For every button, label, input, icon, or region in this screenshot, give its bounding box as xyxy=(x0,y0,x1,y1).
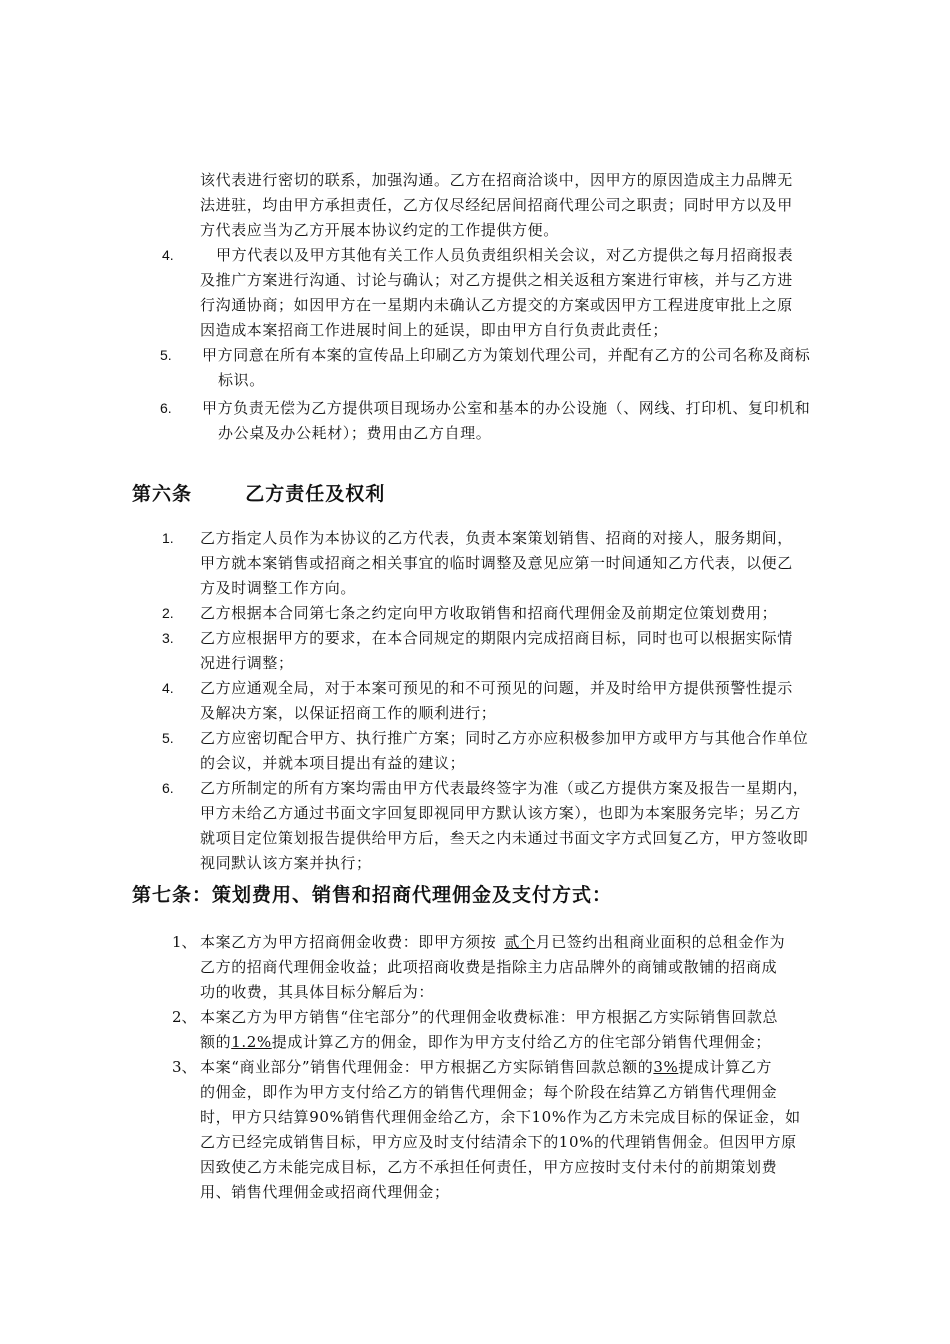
text-line xyxy=(200,1030,778,1055)
text-line: 及推广方案进行沟通、讨论与确认；对乙方提供之相关返租方案进行审核，并与乙方进 xyxy=(200,271,793,289)
list-item-number: 5. xyxy=(160,347,172,363)
text-line: 行沟通协商；如因甲方在一星期内未确认乙方提交的方案或因甲方工程进度审批上之原 xyxy=(200,296,793,314)
text-run: 提成计算乙方 xyxy=(678,1058,772,1076)
text-line: 标识。 xyxy=(218,371,265,389)
text-line: 乙方根据本合同第七条之约定向甲方收取销售和招商代理佣金及前期定位策划费用； xyxy=(200,604,778,622)
list-item xyxy=(200,526,793,601)
list-item xyxy=(200,601,777,626)
underlined-value: 1.2% xyxy=(231,1033,272,1051)
list-item-number: 2、 xyxy=(172,1008,197,1026)
list-item-number: 2. xyxy=(162,605,174,621)
text-line: 况进行调整； xyxy=(200,654,294,672)
list-item-number: 6. xyxy=(160,400,172,416)
text-line: 方代表应当为乙方开展本协议约定的工作提供方便。 xyxy=(200,221,559,239)
list-item xyxy=(200,1055,801,1205)
text-line: 乙方的招商代理佣金收益；此项招商收费是指除主力店品牌外的商铺或散铺的招商成 xyxy=(200,958,778,976)
list-item xyxy=(200,626,793,676)
list-item-number: 6. xyxy=(162,780,174,796)
underlined-value: 3% xyxy=(653,1058,679,1076)
text-run: 额的 xyxy=(200,1033,232,1051)
text-line: 用、销售代理佣金或招商代理佣金； xyxy=(200,1183,450,1201)
text-line: 因致使乙方未能完成目标，乙方不承担任何责任，甲方应按时支付未付的前期策划费 xyxy=(200,1158,778,1176)
text-line: 法进驻，均由甲方承担责任，乙方仅尽经纪居间招商代理公司之职责；同时甲方以及甲 xyxy=(200,196,793,214)
text-run: 本案乙方为甲方招商佣金收费：即甲方须按 xyxy=(200,933,497,951)
text-line: 甲方未给乙方通过书面文字回复即视同甲方默认该方案），也即为本案服务完毕；另乙方 xyxy=(200,804,801,822)
list-item-number: 4. xyxy=(162,247,174,263)
list-item xyxy=(202,343,810,393)
underlined-value: 贰个 xyxy=(504,933,536,951)
text-line xyxy=(200,930,785,955)
text-line: 乙方所制定的所有方案均需由甲方代表最终签字为准（或乙方提供方案及报告一星期内， xyxy=(200,779,809,797)
section-label: 第六条 xyxy=(132,483,193,505)
text-line: 时，甲方只结算90%销售代理佣金给乙方，余下10%作为乙方未完成目标的保证金，如 xyxy=(200,1108,801,1126)
list-item xyxy=(200,726,808,776)
text-line: 乙方应通观全局，对于本案可预见的和不可预见的问题，并及时给甲方提供预警性提示 xyxy=(200,679,793,697)
list-item xyxy=(200,776,808,876)
text-line: 甲方代表以及甲方其他有关工作人员负责组织相关会议，对乙方提供之每月招商报表 xyxy=(216,246,794,264)
list-item xyxy=(200,243,793,343)
text-line: 本案乙方为甲方销售“住宅部分”的代理佣金收费标准：甲方根据乙方实际销售回款总 xyxy=(200,1008,779,1026)
list-item xyxy=(200,930,785,1005)
text-line: 乙方已经完成销售目标，甲方应及时支付结清余下的10%的代理销售佣金。但因甲方原 xyxy=(200,1133,797,1151)
text-line: 甲方就本案销售或招商之相关事宜的临时调整及意见应第一时间通知乙方代表，以便乙 xyxy=(200,554,793,572)
text-run: 提成计算乙方的佣金，即作为甲方支付给乙方的住宅部分销售代理佣金； xyxy=(271,1033,771,1051)
text-line: 乙方应密切配合甲方、执行推广方案；同时乙方亦应积极参加甲方或甲方与其他合作单位 xyxy=(200,729,809,747)
text-run: 本案“商业部分”销售代理佣金：甲方根据乙方实际销售回款总额的 xyxy=(200,1058,654,1076)
section-heading: 第七条：策划费用、销售和招商代理佣金及支付方式： xyxy=(132,884,613,906)
text-line: 就项目定位策划报告提供给甲方后，叁天之内未通过书面文字方式回复乙方，甲方签收即 xyxy=(200,829,809,847)
text-line xyxy=(200,1055,801,1080)
text-line: 的佣金，即作为甲方支付给乙方的销售代理佣金；每个阶段在结算乙方销售代理佣金 xyxy=(200,1083,778,1101)
text-line: 及解决方案，以保证招商工作的顺利进行； xyxy=(200,704,497,722)
list-item-number: 5. xyxy=(162,730,174,746)
list-item-number: 4. xyxy=(162,680,174,696)
text-line: 乙方应根据甲方的要求，在本合同规定的期限内完成招商目标，同时也可以根据实际情 xyxy=(200,629,793,647)
section-title: 乙方责任及权利 xyxy=(245,483,386,505)
list-item-number: 1、 xyxy=(172,933,197,951)
text-line: 的会议，并就本项目提出有益的建议； xyxy=(200,754,466,772)
text-line: 乙方指定人员作为本协议的乙方代表，负责本案策划销售、招商的对接人，服务期间， xyxy=(200,529,793,547)
list-item xyxy=(200,676,793,726)
intro-paragraph xyxy=(200,168,793,243)
text-line: 该代表进行密切的联系，加强沟通。乙方在招商洽谈中，因甲方的原因造成主力品牌无 xyxy=(200,171,793,189)
text-line: 因造成本案招商工作进展时间上的延误，即由甲方自行负责此责任； xyxy=(200,321,669,339)
text-line: 方及时调整工作方向。 xyxy=(200,579,357,597)
section-heading xyxy=(132,481,385,507)
text-line: 甲方同意在所有本案的宣传品上印刷乙方为策划代理公司，并配有乙方的公司名称及商标 xyxy=(202,346,811,364)
text-run: 月已签约出租商业面积的总租金作为 xyxy=(535,933,786,951)
list-item-number: 1. xyxy=(162,530,174,546)
text-line: 办公桌及办公耗材）；费用由乙方自理。 xyxy=(218,424,492,442)
text-line: 功的收费，其具体目标分解后为： xyxy=(200,983,435,1001)
list-item-number: 3. xyxy=(162,630,174,646)
text-line: 甲方负责无偿为乙方提供项目现场办公室和基本的办公设施（、网线、打印机、复印机和 xyxy=(202,399,811,417)
list-item-number: 3、 xyxy=(172,1058,197,1076)
list-item xyxy=(202,396,810,446)
list-item xyxy=(200,1005,778,1055)
text-line: 视同默认该方案并执行； xyxy=(200,854,372,872)
